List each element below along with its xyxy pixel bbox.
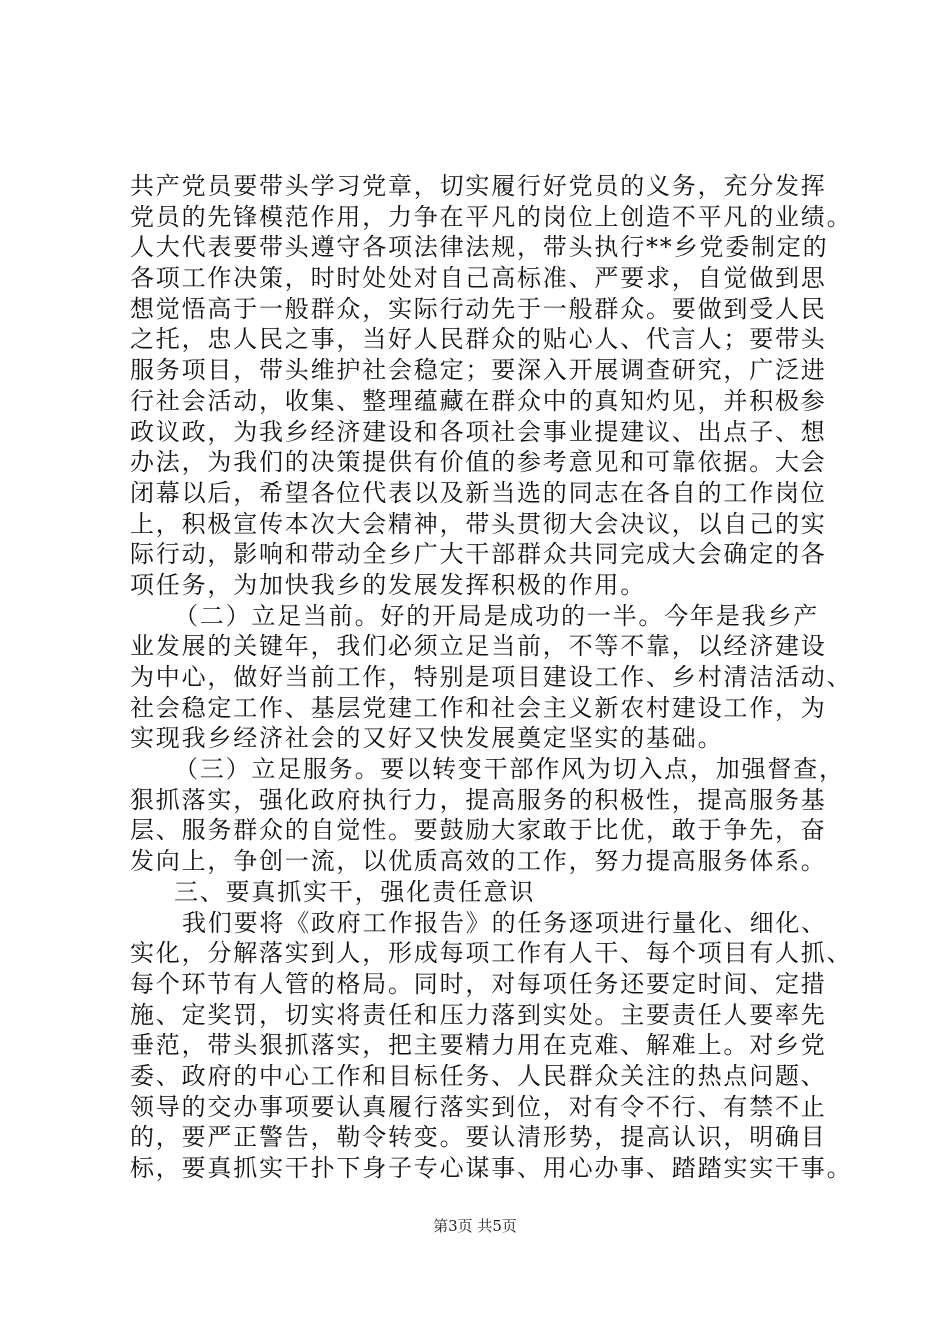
text-line: 实现我乡经济社会的又好又快发展奠定坚实的基础。 bbox=[130, 724, 724, 753]
text-line: 上，积极宣传本次大会精神，带头贯彻大会决议，以自己的实 bbox=[130, 509, 827, 538]
text-line: 社会稳定工作、基层党建工作和社会主义新农村建设工作，为 bbox=[130, 693, 827, 722]
text-line: （三）立足服务。要以转变干部作风为切入点，加强督查， bbox=[174, 755, 845, 784]
text-line: 领导的交办事项要认真履行落实到位，对有令不行、有禁不止 bbox=[130, 1092, 827, 1121]
text-line: 业发展的关键年，我们必须立足当前，不等不靠，以经济建设 bbox=[130, 632, 827, 661]
text-line: 各项工作决策，时时处处对自己高标准、严要求，自觉做到思 bbox=[130, 264, 827, 293]
text-line: 想觉悟高于一般群众，实际行动先于一般群众。要做到受人民 bbox=[130, 294, 827, 323]
text-line: 每个环节有人管的格局。同时，对每项任务还要定时间、定措 bbox=[130, 969, 827, 998]
text-line: 施、定奖罚，切实将责任和压力落到实处。主要责任人要率先 bbox=[130, 1000, 827, 1029]
text-line: 委、政府的中心工作和目标任务、人民群众关注的热点问题、 bbox=[130, 1061, 827, 1090]
page-footer: 第3页 共5页 bbox=[433, 1217, 517, 1235]
text-line: 行社会活动，收集、整理蕴藏在群众中的真知灼见，并积极参 bbox=[130, 386, 827, 415]
text-line: 项任务，为加快我乡的发展发挥积极的作用。 bbox=[130, 570, 646, 599]
text-line: 之托，忠人民之事，当好人民群众的贴心人、代言人；要带头 bbox=[130, 325, 827, 354]
text-line: 层、服务群众的自觉性。要鼓励大家敢于比优，敢于争先，奋 bbox=[130, 816, 827, 845]
text-line: 实化，分解落实到人，形成每项工作有人干、每个项目有人抓、 bbox=[130, 939, 853, 968]
text-line: 为中心，做好当前工作，特别是项目建设工作、乡村清洁活动、 bbox=[130, 663, 853, 691]
text-line: 政议政，为我乡经济建设和各项社会事业提建议、出点子、想 bbox=[130, 417, 827, 446]
body-text bbox=[130, 171, 853, 1184]
text-line: 人大代表要带头遵守各项法律法规，带头执行**乡党委制定的 bbox=[130, 233, 829, 262]
text-line: 党员的先锋模范作用，力争在平凡的岗位上创造不平凡的业绩。 bbox=[130, 202, 853, 231]
text-line: 狠抓落实，强化政府执行力，提高服务的积极性，提高服务基 bbox=[130, 785, 827, 814]
text-line: 办法，为我们的决策提供有价值的参考意见和可靠依据。大会 bbox=[130, 448, 827, 477]
text-line: 的，要严正警告，勒令转变。要认清形势，提高认识，明确目 bbox=[130, 1123, 827, 1152]
text-line: 发向上，争创一流，以优质高效的工作，努力提高服务体系。 bbox=[130, 847, 827, 876]
text-line: （二）立足当前。好的开局是成功的一半。今年是我乡产 bbox=[174, 601, 819, 630]
text-line: 际行动，影响和带动全乡广大干部群众共同完成大会确定的各 bbox=[130, 540, 827, 569]
text-line: 共产党员要带头学习党章，切实履行好党员的义务，充分发挥 bbox=[130, 172, 827, 200]
text-line: 标，要真抓实干扑下身子专心谋事、用心办事、踏踏实实干事。 bbox=[130, 1154, 853, 1182]
text-line: 我们要将《政府工作报告》的任务逐项进行量化、细化、 bbox=[182, 908, 827, 937]
text-line: 闭幕以后，希望各位代表以及新当选的同志在各自的工作岗位 bbox=[130, 478, 827, 507]
text-line: 垂范，带头狠抓落实，把主要精力用在克难、解难上。对乡党 bbox=[130, 1031, 827, 1060]
section-heading: 三、要真抓实干，强化责任意识 bbox=[174, 877, 536, 906]
text-line: 服务项目，带头维护社会稳定；要深入开展调查研究，广泛进 bbox=[130, 356, 827, 385]
